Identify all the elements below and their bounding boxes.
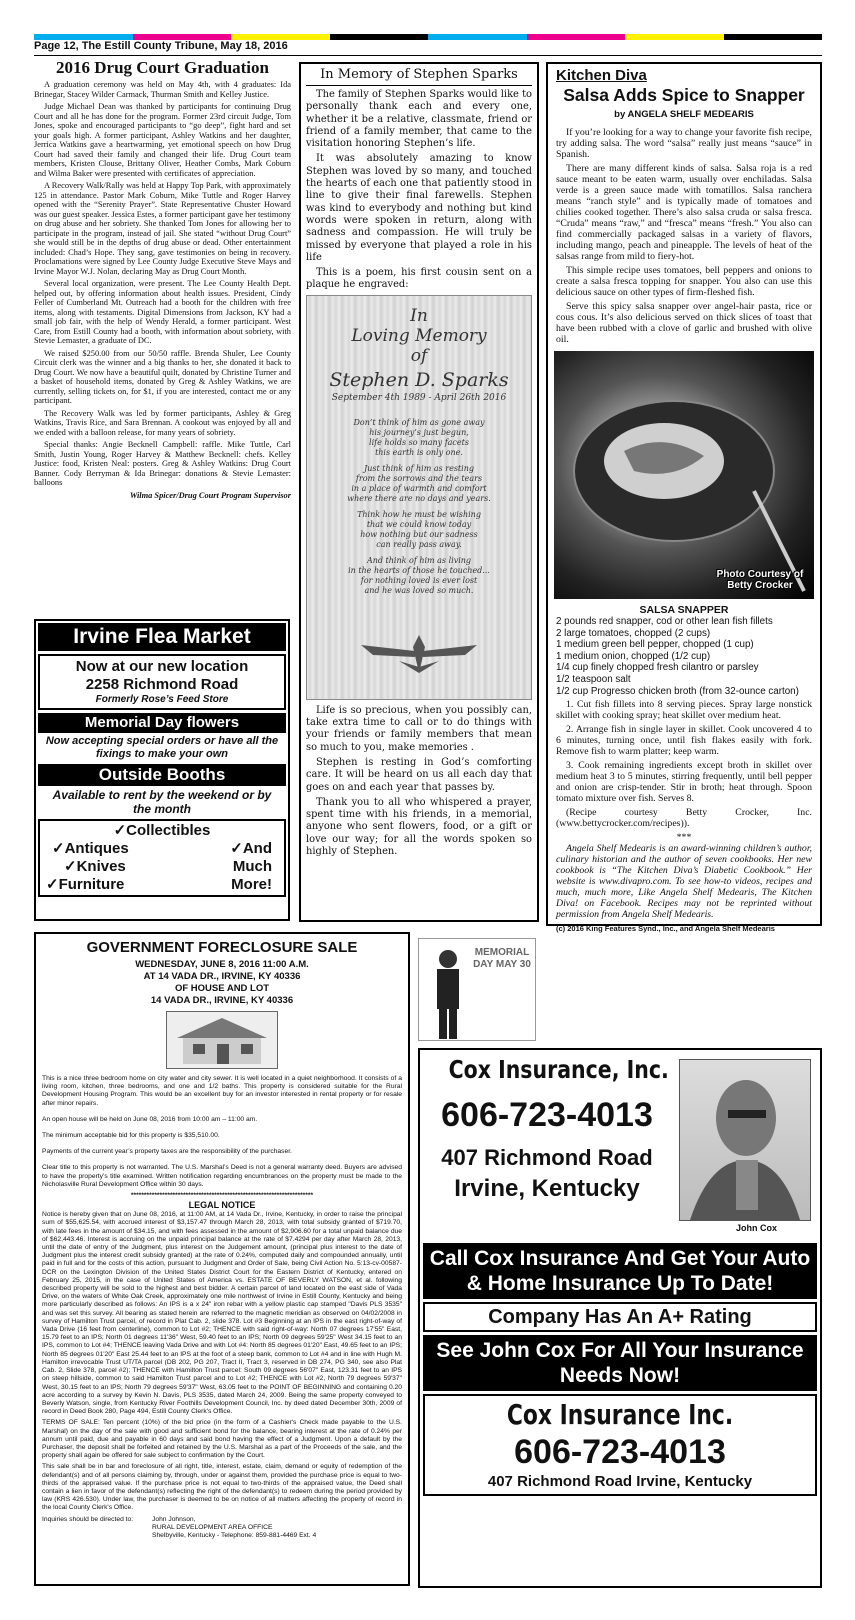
recipe-steps [556,699,812,829]
kitchen-kicker: Kitchen Diva [556,67,647,84]
foreclosure-open-house: An open house will be held on June 08, 2016 from 10:00 am – 11:00 am. [42,1115,258,1123]
contact-line: Shelbyville, Kentucky - Telephone: 859-881-4469 Ext. 4 [152,1531,317,1539]
memorial-plaque [306,295,532,700]
ingredient-item: 2 pounds red snapper, cod or other lean fish fillets [556,616,773,627]
cox-insurance-ad [418,1048,822,1588]
recipe-title: SALSA SNAPPER [639,604,729,616]
flea-booths: Outside Booths [38,764,286,786]
poem-line: how nothing but our sadness [360,529,478,539]
paragraph: Life is so precious, when you possibly can, take extra time to call or to do things with your friends or family members that mean so much to you, make memories . [306,704,532,753]
paragraph: A graduation ceremony was held on May 4th, with 4 graduates: Ida Brinegar, Stacey Wilder Carmack, Thurman Smith and Kelley Justice. [34,80,291,99]
cox-address: 407 Richmond Road [441,1145,653,1170]
paragraph: Serve this spicy salsa snapper over angel-hair pasta, rice or cous cous. It’s also delicious served on thick slices of toast that have been rubbed with a clove of garlic and brushed with olive oil. [556,301,812,345]
drug-court-title: 2016 Drug Court Graduation [56,58,269,77]
foreclosure-stars: ********************************************************************** [130,1192,314,1200]
legal-terms2: This sale shall be in bar and foreclosure of all right, title, interest, estate, claim, demand or equity of redemption of the defendant(s) and of all persons claiming by, through, under or against them, provided the purchase price is equal to two-thirds of the appraised value. If the purchase price is not equal to two-thirds of the appraised value, the Deed shall contain a lien in favor of the defendant(s) reflecting the right of the defendant(s) to redeem during the period provided by law (KRS 426.530). Under law, the purchaser is deemed to be on notice of all matters affecting the property of record in the local County Clerk's Office. [42,1463,402,1512]
foreclosure-notice [34,932,410,1586]
ingredient-item: 1/4 cup finely chopped fresh cilantro or parsley [556,662,759,674]
ingredient-item: 1/2 teaspoon salt [556,673,631,685]
page-header: Page 12, The Estill County Tribune, May 18, 2016 [34,40,288,52]
paragraph: We raised $250.00 from our 50/50 raffle. Brenda Shuler, Lee County Circuit clerk was the winner and a big thanks to her, she donated it back to Drug Court. We now have a beautiful quilt, donated by Christine Turner and a basket of household items, donated by Greg & Ashley Watkins, we are currently, selling tickets on, for $1, if you are interested, contact me or any participant. [34,348,291,405]
drug-court-signature: Wilma Spicer/Drug Court Program Supervisor [129,490,291,500]
cox-name2: Cox Insurance Inc. [506,1398,734,1431]
kitchen-stars: *** [676,832,692,844]
memory-title: In Memory of Stephen Sparks [306,67,532,86]
poem-line: this earth is only one. [375,447,463,457]
flea-formerly: Formerly Rose’s Feed Store [95,694,229,705]
foreclosure-address: 14 VADA DR., IRVINE, KY 40336 [150,995,294,1006]
memory-article [299,62,539,922]
cox-band3: See John Cox For All Your Insurance Needs Now! [423,1335,817,1391]
header-rule [34,55,822,56]
salsa-photo [554,351,814,599]
paragraph: 1. Cut fish fillets into 8 serving pieces. Spray large nonstick skillet with cooking spray; heat skillet over medium heat. [556,699,812,722]
foreclosure-desc: This is a nice three bedroom home on city water and city sewer. It is well located in a quiet neighborhood. It consists of a living room, kitchen, three bedrooms, and one and 1/2 baths. This property is considered suitable for the Rural Development Housing Program. This would be an excellent buy for an investor interested in rental property or for resale after minor repairs. [42,1075,402,1107]
legal-terms: TERMS OF SALE: Ten percent (10%) of the bid price (in the form of a Cashier's Check made payable to the U.S. Marshal) on the day of the sale with good and sufficient bond for the balance, bearing interest at the rate of 0.24% per annum until paid, due and payable in 60 days and said bond having the effect of a Judgment. Upon a default by the Purchaser, the deposit shall be forfeited and retained by the U.S. Marshal as a part of the Proceeds of the sale, and the property shall again be offered for sale subject to confirmation by the Court. [42,1419,402,1460]
paragraph: Thank you to all who whispered a prayer, spent time with his friends, in a memorial, anyone who sent flowers, food, or a gift or love our way; for all the words spoken so highly of Stephen. [306,796,532,858]
flea-items [38,819,286,897]
flea-location-line2: 2258 Richmond Road [85,676,239,693]
foreclosure-title-note: Clear title to this property is not warranted. The U.S. Marshal’s Deed is not a general warranty deed. Buyers are advised to have the property’s title examined. Written notification regarding encumbrances on the property must be made to the Nicholasville Rural Development Office within 30 days. [42,1164,402,1188]
plate-icon [554,351,816,599]
flea-available: Available to rent by the weekend or by the month [52,788,272,816]
foreclosure-house: OF HOUSE AND LOT [174,983,270,994]
poem-line: for nothing loved is ever lost [360,575,478,585]
air-force-emblem-icon [359,631,479,677]
memory-body-top [306,89,532,292]
drug-court-body [34,80,291,488]
cox-band2: Company Has An A+ Rating [423,1302,817,1332]
paragraph: The Recovery Walk was led by former participants, Ashley & Greg Watkins, Travis Rice, and Sara Brennan. A cookout was enjoyed by all and we ended with a balloon release, for many years of sobriety. [34,408,291,437]
paragraph: Judge Michael Dean was thanked by participants for continuing Drug Court and all he has done for the program. Former 23rd circuit Judge, Tom Jones, spoke and encouraged participants to “go deep”, fight hard and set your goals high. A former participant, Ashley Watkins and her daughter, Jerrica Watkins gave a heartwarming, yet emotional speech on how Drug Court had saved their family and changed their life. Drug Court team members, Kristen Clouse, Brittany Oliver, Heather Combs, Mark Coburn and Wilma Baker were presented with certificates of appreciation. [34,102,291,178]
paragraph: Stephen is resting in God’s comforting care. It will be heard on us all each day that goes on and each year that passes by. [306,756,532,793]
kitchen-copyright: (c) 2016 King Features Synd., Inc., and Angela Shelf Medearis [556,924,775,934]
flea-item: ✓Collectibles [113,822,211,839]
paragraph: If you’re looking for a way to change your favorite fish recipe, try adding salsa. The word “salsa” really just means “sauce” in Spanish. [556,127,812,160]
foreclosure-min-bid: The minimum acceptable bid for this property is $35,510.00. [42,1132,220,1140]
photo-credit: Photo Courtesy of Betty Crocker [716,569,804,591]
flea-memorial: Memorial Day flowers [38,713,286,733]
cox-phone: 606-723-4013 [441,1096,653,1134]
poem-line: where there are no days and years. [347,493,491,503]
flea-location-line1: Now at our new location [75,658,249,675]
cox-city: Irvine, Kentucky [454,1175,640,1202]
ingredient-item: 1 medium green bell pepper, chopped (1 cup) [556,639,754,651]
poem-line: and he was loved so much. [364,585,474,595]
plaque-poem [307,418,531,596]
house-photo-icon [166,1011,278,1069]
cox-phone2: 606-723-4013 [514,1433,726,1471]
flea-item: More! [231,876,272,893]
foreclosure-at: AT 14 VADA DR., IRVINE, KY 40336 [143,971,301,982]
drug-court-article [34,58,291,610]
kitchen-body [556,127,812,345]
plaque-line3: of [410,345,428,366]
cox-address2: 407 Richmond Road Irvine, Kentucky [487,1473,753,1490]
kitchen-diva-article [546,62,822,934]
ingredient-item: 1/2 cup Progresso chicken broth (from 32-ounce carton) [556,685,799,697]
paragraph: 2. Arrange fish in single layer in skillet. Cook uncovered 4 to 6 minutes, turning once, until fish flakes easily with fork. Remove fish to warm platter; keep warm. [556,724,812,758]
portrait-icon [680,1060,810,1220]
poem-line: in the hearts of those he touched... [348,565,490,575]
paragraph: It was absolutely amazing to know Stephen was loved by so many, and touched the hearts of each one that patiently stood in line to give their final farewells. Stephen was kind to everybody and nothing but kind words were spoken in return, along with sadness and compassion. He will truly be missed by everyone that played a role in his life [306,153,532,263]
poem-line: from the sorrows and the tears [355,473,483,483]
paragraph: A Recovery Walk/Rally was held at Happy Top Park, with approximately 125 in attendance. Pastor Mark Coburn, Mike Tuttle and Roger Harvey opened with the “Serenity Prayer”. State Representative Chuster Howard was our guest speaker. Jessica Estes, a former participant gave her testimony on drug abuse and her sobriety. She thanked Tom Jones for allowing her to participate in the program, instead of jail. She stated “without Drug Court” she would still be in the depths of drug abuse or dead. Other entertainment included: Chad’s Hope. They sang, gave testimonies on being in recovery. Proclamations were signed by Lee County Judge Executive Steve Mays and Irvine Mayor W.J. Nolan, declaring May as Drug Court Month. [34,181,291,276]
paragraph: Several local organization, were present. The Lee County Health Dept. helped out, by offering information about health issues. President, Cindy Feller of Cumberland Mt. Outreach had a booth for the children with free items, along with testaments. Digital Dimensions from Jackson, KY had a small job fair, with the help of Wendy Herald, a former participant. West Care, from Estill County had a booth, with information about sobriety, with Stevie Lemaster, a graduate of DC. [34,279,291,345]
recipe-ingredients [556,616,812,697]
flea-item: ✓And [230,840,272,857]
kitchen-bio: Angela Shelf Medearis is an award-winning children’s author, culinary historian and the author of seven cookbooks. Her new cookbook is “The Kitchen Diva’s Diabetic Cookbook.” Her website is www.divapro.com. To see how-to videos, recipes and much, much more, Like Angela Shelf Medearis, The Kitchen Diva! on Facebook. Recipes may not be reprinted without permission from Angela Shelf Medearis. [556,843,812,921]
plaque-name: Stephen D. Sparks [329,368,509,391]
memorial-day-text: MEMORIAL DAY MAY 30 [473,947,531,970]
contact-line: John Johnson, [152,1515,196,1523]
paragraph: There are many different kinds of salsa. Salsa roja is a red sauce meant to be eaten warm, usually over enchiladas. Salsa verde is a green sauce made with tomatillos. Salsa ranchera means “ranch style” and is typically made of tomatoes and chilies cooked together. There’s also salsa cruda or salsa fresca. “Cruda” means “raw,” and “fresca” means “fresh.” You also can find commercially packaged salsas in a variety of flavors, including mango, peach and pineapple. The levels of heat of the salsas range from mild to fiery-hot. [556,163,812,262]
paragraph: This is a poem, his first cousin sent on a plaque he engraved: [306,267,532,291]
foreclosure-title: GOVERNMENT FORECLOSURE SALE [86,939,358,956]
poem-line: Think how he must be wishing [357,509,481,519]
poem-line: Just think of him as resting [364,463,474,473]
poem-line: that we could know today [366,519,472,529]
flea-item: Much [232,858,272,875]
poem-line: Don’t think of him as gone away [353,417,485,427]
flea-item: ✓Antiques [52,840,129,857]
inquiries-label: Inquiries should be directed to: [42,1515,134,1523]
legal-title: LEGAL NOTICE [188,1200,256,1211]
paragraph: 3. Cook remaining ingredients except broth in skillet over medium heat 3 to 5 minutes, stirring frequently, until bell pepper and onion are crisp-tender. Stir in broth; heat through. Spoon tomato mixture over fish. Serves 8. [556,760,812,805]
paragraph: (Recipe courtesy Betty Crocker, Inc. (www.bettycrocker.com/recipes)). [556,807,812,830]
plaque-dates: September 4th 1989 - April 26th 2016 [331,392,507,403]
paragraph: The family of Stephen Sparks would like to personally thank each and every one, whether it be a relative, classmate, friend or friend of a family member, that came to the visitation honoring Stephen’s life. [306,89,532,150]
contact-line: RURAL DEVELOPMENT AREA OFFICE [152,1523,273,1531]
ingredient-item: 1 medium onion, chopped (1/2 cup) [556,650,711,662]
flea-accepting: Now accepting special orders or have all the fixings to make your own [45,735,279,760]
poem-line: his journey’s just begun, [369,427,469,437]
memory-body-bottom [306,705,532,859]
poem-line: And think of him as living [366,555,472,565]
kitchen-title: Salsa Adds Spice to Snapper [563,85,805,105]
flea-item: ✓Knives [64,858,126,875]
soldier-icon [423,941,473,1041]
kitchen-byline: by ANGELA SHELF MEDEARIS [614,109,754,120]
paragraph: This simple recipe uses tomatoes, bell peppers and onions to create a salsa fresca topping for snapper. You also can use this delicious sauce on other types of firm-fleshed fish. [556,265,812,298]
flea-item: ✓Furniture [46,876,125,893]
plaque-line1: In [410,305,428,326]
legal-body: Notice is hereby given that on June 08, 2016, at 11:00 AM, at 14 Vada Dr., Irvine, Kentucky, in order to raise the principal sum of $55,625.54, with accrued interest of $3,157.47 through March 28, 2013, with total subsidy granted of $719.70, with late fees in the amount of $34.15, and with fees assessed in the amount of $2,906.60 for a total unpaid balance due of $62,443.46. Interest is accruing on the unpaid principal balance at the rate of $7.4294 per day after March 28, 2013, until the date of entry of the Judgment, plus interest on the Judgement amount, (principal plus interest to the date of Judgment plus the interest credit subsidy granted) at the rate of 0.24%, computed daily and compounded annually, until paid in full and for the costs of this action, pursuant to Judgment and Order of Sale, being Civil Action No. 5:13-cv-00587-DCR on the Lexington Division of the United States District Court for the Eastern District of Kentucky, entered on February 25, 2015, in the case of United States of America vs. ESTATE OF BEVERLY WATSON, et al. following described property will be sold to the highest and best bidder. A certain parcel of land located on the east side of Vada Drive, on the waters of White Oak Creek, approximately one mile northwest of Irvine in Estill County, Kentucky and being more particularly described as follows: An IPS is a x 24" iron rebar with a yellow plastic cap stamped "Davis PLS 3535" and was set this survey. All bearing as stated herein are referred to the magnetic meridian as observed on 04/02/2008 in survey of Hamilton Trust parcel, of record in Plat Cab. 2, slide 378. Lot #3 Beginning at an IPS in the east right-of-way of Vada Drive (16 feet from centerline), common to Lot #2; THENCE with said right-of-way: North 07 degrees 17'55" East, 15.79 feet to an IPS; North 01 degrees 11'36" West, 59.40 feet to an IPS; North 09 degrees 59'25" West 34.15 feet to an IPS, common to Lot #4; THENCE leaving Vada Drive and with Lot #4: North 85 degrees 01'20" East, 49.65 feet to an IPS; North 85 degrees 01'20" East 25.44 feet to an IPS at the foot of a steep bank, common to Lot #4 and in line with Hugh M. Hamilton irrevocable Trust UT/TA parcel (DB 202, PG 207, Tract II, Tract 3, reserved in DB 274, PG 340, see also Plat Cab. 2, Slide 378, parcel #2); THENCE with Hamilton Trust parcel: South 09 degrees 56'07" East, 123.31 feet to an IPS on steep hillside, common to said Hamilton Trust parcel and to Lot #2; THENCE with Lot #2, North 79 degrees 59'37" West, 30.15 feet to an IPS; North 79 degrees 59'37" West, 63.05 feet to the POINT OF BEGINNING and containing 0.20 acre according to a survey by Kevin N. Davis, PLS 3535, dated March 24, 2009. Being the same property conveyed to Beverly Watson, single, from Kentucky River Foothills Development Council, Inc. by deed dated December 30th, 2009 of record in Deed Book 280, Page 494, Estill County Clerk's Office. [42,1211,402,1416]
ingredient-item: 2 large tomatoes, chopped (2 cups) [556,627,711,639]
john-cox-caption: John Cox [735,1223,777,1233]
foreclosure-taxes: Payments of the current year’s property taxes are the responsibility of the purchaser. [42,1148,292,1156]
poem-line: life holds so many facets [369,437,469,447]
john-cox-photo [679,1059,811,1221]
foreclosure-date: WEDNESDAY, JUNE 8, 2016 11:00 A.M. [135,959,309,970]
cox-name: Cox Insurance, Inc. [448,1055,669,1084]
plaque-line2: Loving Memory [351,325,487,346]
memorial-day-ad [418,938,536,1041]
paragraph: Special thanks: Angie Becknell Campbell: raffle. Mike Tuttle, Carl Smith, Justin Young, Roger Harvey & Matthew Becknell: chefs. Kelley Justice: food, Kristen Neal: posters. Greg & Ashley Watkins: Drug Court Banner. Cody Berryman & Ida Brinegar: donations & Stevie Lemaster: balloons [34,440,291,487]
cox-band1: Call Cox Insurance And Get Your Auto & Home Insurance Up To Date! [423,1243,817,1299]
poem-line: in a place of warmth and comfort [351,483,487,493]
poem-line: can really pass away. [376,539,462,549]
flea-market-ad [34,619,290,921]
flea-title: Irvine Flea Market [38,623,286,651]
